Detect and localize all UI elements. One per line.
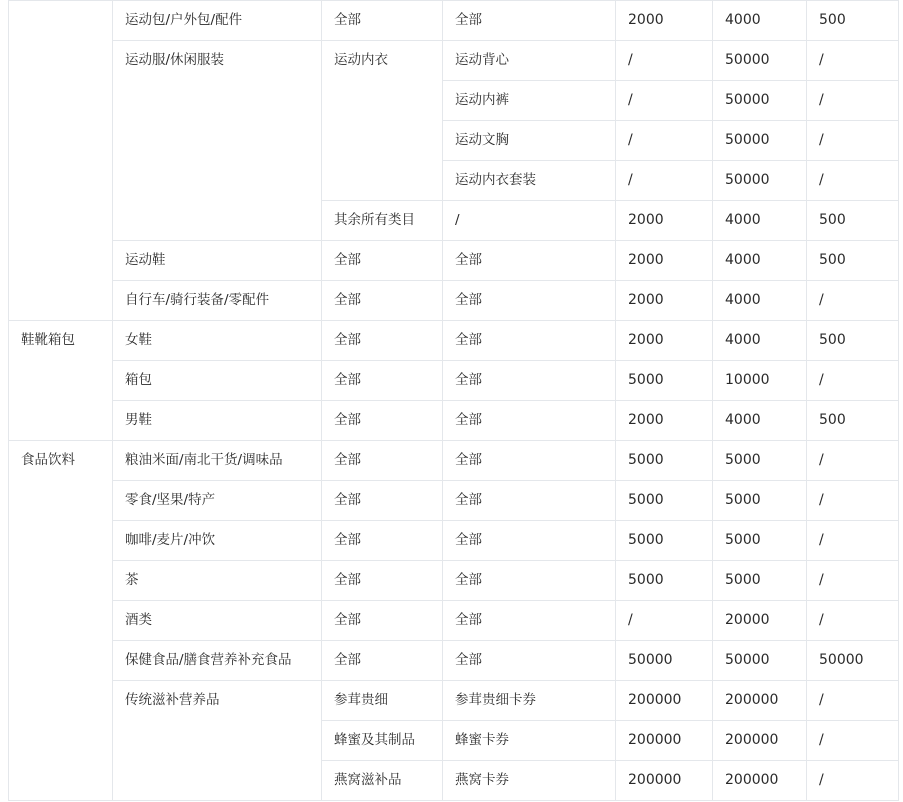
- level3-category-cell: 全部: [322, 1, 443, 41]
- value-cell-3: 500: [807, 201, 899, 241]
- level4-category-cell: 全部: [443, 361, 616, 401]
- value-cell-1: /: [616, 41, 713, 81]
- value-cell-2: 50000: [713, 641, 807, 681]
- level4-category-cell: 全部: [443, 481, 616, 521]
- level3-category-cell: 燕窝滋补品: [322, 761, 443, 801]
- level4-category-cell: 运动背心: [443, 41, 616, 81]
- level4-category-cell: 全部: [443, 321, 616, 361]
- level3-category-cell: 蜂蜜及其制品: [322, 721, 443, 761]
- table-row: [9, 441, 899, 481]
- level3-category-cell: 全部: [322, 521, 443, 561]
- value-cell-2: 50000: [713, 81, 807, 121]
- table-row: [9, 641, 899, 681]
- value-cell-3: /: [807, 441, 899, 481]
- value-cell-2: 200000: [713, 761, 807, 801]
- level4-category-cell: 运动文胸: [443, 121, 616, 161]
- table-row: [9, 41, 899, 81]
- level1-category-cell: 食品饮料: [9, 441, 113, 801]
- value-cell-1: 200000: [616, 681, 713, 721]
- value-cell-1: /: [616, 121, 713, 161]
- level3-category-cell: 全部: [322, 641, 443, 681]
- table-row: [9, 241, 899, 281]
- level4-category-cell: /: [443, 201, 616, 241]
- value-cell-2: 5000: [713, 481, 807, 521]
- value-cell-2: 200000: [713, 681, 807, 721]
- value-cell-3: /: [807, 161, 899, 201]
- value-cell-2: 20000: [713, 601, 807, 641]
- level4-category-cell: 运动内衣套装: [443, 161, 616, 201]
- value-cell-1: /: [616, 81, 713, 121]
- value-cell-3: /: [807, 601, 899, 641]
- value-cell-3: /: [807, 281, 899, 321]
- level2-category-cell: 运动服/休闲服装: [113, 41, 322, 241]
- table-row: [9, 401, 899, 441]
- value-cell-1: 5000: [616, 361, 713, 401]
- value-cell-3: 500: [807, 401, 899, 441]
- value-cell-2: 200000: [713, 721, 807, 761]
- level1-category-cell: [9, 1, 113, 321]
- value-cell-2: 4000: [713, 241, 807, 281]
- level2-category-cell: 传统滋补营养品: [113, 681, 322, 801]
- level2-category-cell: 零食/坚果/特产: [113, 481, 322, 521]
- value-cell-2: 4000: [713, 201, 807, 241]
- value-cell-1: /: [616, 601, 713, 641]
- level4-category-cell: 燕窝卡券: [443, 761, 616, 801]
- value-cell-2: 5000: [713, 561, 807, 601]
- value-cell-1: 2000: [616, 1, 713, 41]
- value-cell-1: 5000: [616, 481, 713, 521]
- value-cell-1: 2000: [616, 401, 713, 441]
- level4-category-cell: 全部: [443, 1, 616, 41]
- value-cell-1: 5000: [616, 561, 713, 601]
- level3-category-cell: 全部: [322, 281, 443, 321]
- value-cell-2: 10000: [713, 361, 807, 401]
- value-cell-3: /: [807, 361, 899, 401]
- value-cell-1: 2000: [616, 201, 713, 241]
- table-row: [9, 281, 899, 321]
- value-cell-1: 2000: [616, 321, 713, 361]
- level3-category-cell: 全部: [322, 561, 443, 601]
- value-cell-2: 4000: [713, 321, 807, 361]
- value-cell-3: /: [807, 681, 899, 721]
- level3-category-cell: 全部: [322, 481, 443, 521]
- value-cell-2: 5000: [713, 441, 807, 481]
- level4-category-cell: 参茸贵细卡券: [443, 681, 616, 721]
- level3-category-cell: 全部: [322, 441, 443, 481]
- table-row: [9, 361, 899, 401]
- level3-category-cell: 全部: [322, 241, 443, 281]
- table-row: [9, 601, 899, 641]
- level4-category-cell: 全部: [443, 521, 616, 561]
- value-cell-1: 2000: [616, 241, 713, 281]
- level2-category-cell: 酒类: [113, 601, 322, 641]
- value-cell-2: 50000: [713, 41, 807, 81]
- level3-category-cell: 参茸贵细: [322, 681, 443, 721]
- value-cell-3: 500: [807, 241, 899, 281]
- value-cell-3: /: [807, 761, 899, 801]
- level2-category-cell: 咖啡/麦片/冲饮: [113, 521, 322, 561]
- level1-category-cell: 鞋靴箱包: [9, 321, 113, 441]
- level4-category-cell: 全部: [443, 441, 616, 481]
- value-cell-1: 50000: [616, 641, 713, 681]
- value-cell-2: 50000: [713, 121, 807, 161]
- value-cell-3: 50000: [807, 641, 899, 681]
- value-cell-3: /: [807, 41, 899, 81]
- table-row: [9, 481, 899, 521]
- value-cell-2: 4000: [713, 281, 807, 321]
- value-cell-3: /: [807, 121, 899, 161]
- value-cell-3: /: [807, 561, 899, 601]
- value-cell-1: 5000: [616, 521, 713, 561]
- value-cell-1: 200000: [616, 721, 713, 761]
- level2-category-cell: 茶: [113, 561, 322, 601]
- level3-category-cell: 全部: [322, 401, 443, 441]
- value-cell-1: 5000: [616, 441, 713, 481]
- level3-category-cell: 运动内衣: [322, 41, 443, 201]
- value-cell-1: 2000: [616, 281, 713, 321]
- value-cell-2: 4000: [713, 1, 807, 41]
- value-cell-2: 50000: [713, 161, 807, 201]
- level4-category-cell: 全部: [443, 241, 616, 281]
- value-cell-2: 5000: [713, 521, 807, 561]
- level2-category-cell: 箱包: [113, 361, 322, 401]
- level3-category-cell: 全部: [322, 361, 443, 401]
- level2-category-cell: 运动包/户外包/配件: [113, 1, 322, 41]
- level4-category-cell: 全部: [443, 641, 616, 681]
- value-cell-3: /: [807, 81, 899, 121]
- table-row: [9, 521, 899, 561]
- level4-category-cell: 蜂蜜卡券: [443, 721, 616, 761]
- level4-category-cell: 全部: [443, 601, 616, 641]
- value-cell-3: 500: [807, 321, 899, 361]
- value-cell-3: 500: [807, 1, 899, 41]
- value-cell-1: /: [616, 161, 713, 201]
- level4-category-cell: 全部: [443, 401, 616, 441]
- level2-category-cell: 运动鞋: [113, 241, 322, 281]
- category-deposit-table: [8, 0, 899, 801]
- level4-category-cell: 全部: [443, 281, 616, 321]
- level2-category-cell: 保健食品/膳食营养补充食品: [113, 641, 322, 681]
- level2-category-cell: 自行车/骑行装备/零配件: [113, 281, 322, 321]
- level3-category-cell: 其余所有类目: [322, 201, 443, 241]
- level3-category-cell: 全部: [322, 601, 443, 641]
- table-row: [9, 561, 899, 601]
- level4-category-cell: 全部: [443, 561, 616, 601]
- level2-category-cell: 粮油米面/南北干货/调味品: [113, 441, 322, 481]
- value-cell-3: /: [807, 481, 899, 521]
- value-cell-3: /: [807, 521, 899, 561]
- value-cell-1: 200000: [616, 761, 713, 801]
- level2-category-cell: 女鞋: [113, 321, 322, 361]
- table-row: [9, 321, 899, 361]
- table-row: [9, 1, 899, 41]
- value-cell-2: 4000: [713, 401, 807, 441]
- level3-category-cell: 全部: [322, 321, 443, 361]
- level4-category-cell: 运动内裤: [443, 81, 616, 121]
- table-row: [9, 681, 899, 721]
- level2-category-cell: 男鞋: [113, 401, 322, 441]
- value-cell-3: /: [807, 721, 899, 761]
